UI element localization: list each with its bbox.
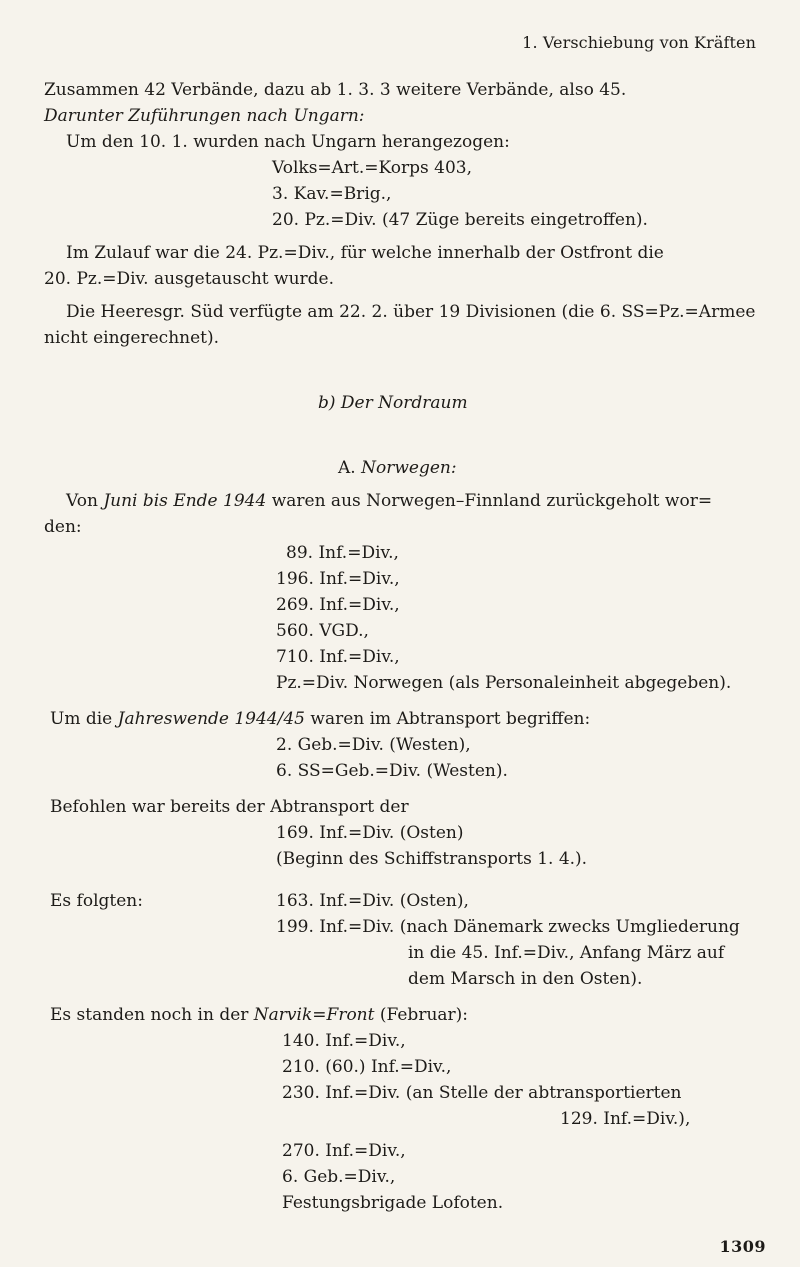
- list-item: (Beginn des Schiffstransports 1. 4.).: [276, 849, 588, 869]
- paragraph-line: 20. Pz.=Div. ausgetauscht wurde.: [44, 269, 335, 289]
- section-heading: b) Der Nordraum: [318, 393, 468, 413]
- list-item: 210. (60.) Inf.=Div.,: [282, 1057, 452, 1077]
- list-item: 140. Inf.=Div.,: [282, 1031, 406, 1051]
- paragraph-line: Die Heeresgr. Süd verfügte am 22. 2. über 19 Divisionen (die 6. SS=Pz.=Armee: [66, 302, 756, 322]
- list-item: 3. Kav.=Brig.,: [272, 184, 392, 204]
- list-item: Festungsbrigade Lofoten.: [282, 1193, 504, 1213]
- list-item: 269. Inf.=Div.,: [276, 595, 400, 615]
- list-item: Volks=Art.=Korps 403,: [272, 158, 473, 178]
- paragraph-line: nicht eingerechnet).: [44, 328, 220, 348]
- running-header: 1. Verschiebung von Kräften: [522, 33, 756, 52]
- paragraph-line: Von Juni bis Ende 1944 waren aus Norwegen–Finnland zurückgeholt wor=: [66, 491, 713, 511]
- list-item: 89. Inf.=Div.,: [286, 543, 399, 563]
- list-item: 199. Inf.=Div. (nach Dänemark zwecks Umgliederung: [276, 917, 740, 937]
- list-item: 560. VGD.,: [276, 621, 369, 641]
- paragraph-line: den:: [44, 517, 82, 537]
- page-number: 1309: [719, 1237, 766, 1256]
- list-item: 2. Geb.=Div. (Westen),: [276, 735, 471, 755]
- list-item: 270. Inf.=Div.,: [282, 1141, 406, 1161]
- list-item: 230. Inf.=Div. (an Stelle der abtransportierten: [282, 1083, 682, 1103]
- list-item: 163. Inf.=Div. (Osten),: [276, 891, 469, 911]
- paragraph-line: Um die Jahreswende 1944/45 waren im Abtransport begriffen:: [50, 709, 591, 729]
- list-item: 129. Inf.=Div.),: [560, 1109, 691, 1129]
- list-item: 20. Pz.=Div. (47 Züge bereits eingetroffen).: [272, 210, 648, 230]
- paragraph-line: Im Zulauf war die 24. Pz.=Div., für welche innerhalb der Ostfront die: [66, 243, 664, 263]
- paragraph-line: Es standen noch in der Narvik=Front (Februar):: [50, 1005, 469, 1025]
- list-item: in die 45. Inf.=Div., Anfang März auf: [408, 943, 725, 963]
- paragraph-line: Befohlen war bereits der Abtransport der: [50, 797, 409, 817]
- list-item: Pz.=Div. Norwegen (als Personaleinheit abgegeben).: [276, 673, 732, 693]
- subsection-heading: [338, 455, 457, 481]
- list-item: 6. SS=Geb.=Div. (Westen).: [276, 761, 508, 781]
- hungary-intro: Um den 10. 1. wurden nach Ungarn herangezogen:: [66, 132, 510, 152]
- subheading-hungary: Darunter Zuführungen nach Ungarn:: [44, 106, 365, 126]
- subsection-prefix: A.: [338, 458, 356, 478]
- list-item: 710. Inf.=Div.,: [276, 647, 400, 667]
- list-item: dem Marsch in den Osten).: [408, 969, 643, 989]
- list-item: 196. Inf.=Div.,: [276, 569, 400, 589]
- total-line: Zusammen 42 Verbände, dazu ab 1. 3. 3 weitere Verbände, also 45.: [44, 80, 627, 100]
- list-item: 169. Inf.=Div. (Osten): [276, 823, 464, 843]
- subsection-title: Norwegen:: [361, 458, 457, 478]
- list-item: 6. Geb.=Div.,: [282, 1167, 396, 1187]
- label: Es folgten:: [50, 891, 143, 911]
